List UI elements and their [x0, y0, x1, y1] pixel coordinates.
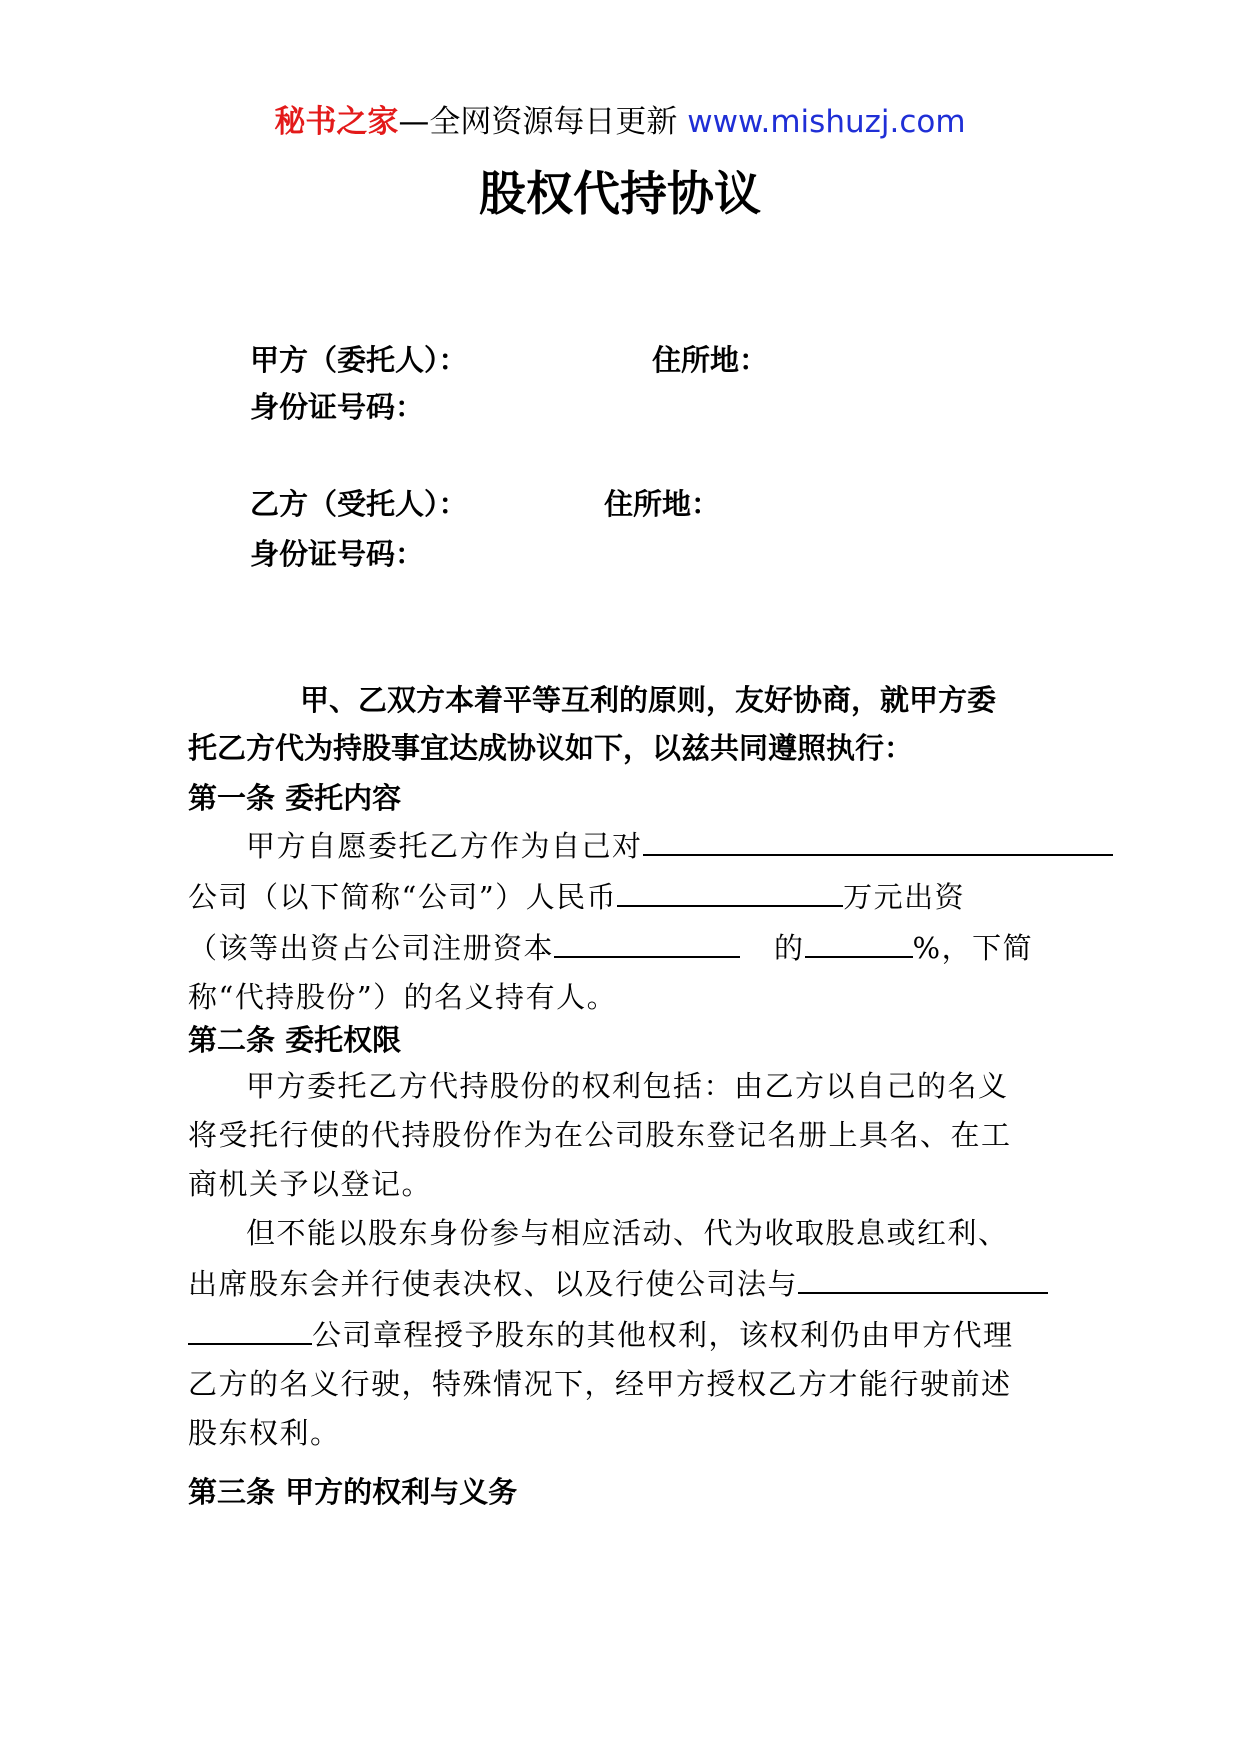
article-2-text: 公司章程授予股东的其他权利，该权利仍由甲方代理: [312, 1318, 1014, 1352]
party-b-id-label: 身份证号码：: [250, 537, 425, 571]
article-1-text: （该等出资占公司注册资本: [188, 931, 555, 965]
paragraph-line: [188, 1258, 1058, 1309]
paragraph-line: 但不能以股东身份参与相应活动、代为收取股息或红利、: [246, 1216, 1009, 1250]
paragraph-line: [188, 922, 1058, 973]
law-blank[interactable]: [798, 1258, 1048, 1294]
paragraph-line: 称“代持股份”）的名义持有人。: [188, 980, 618, 1014]
party-b-role-label: 乙方（受托人）：: [250, 487, 468, 521]
article-3-heading: 第三条 甲方的权利与义务: [188, 1475, 518, 1509]
article-1-text: 万元出资: [843, 880, 966, 914]
article-1-text: 公司（以下简称“公司”）人民币: [188, 880, 618, 914]
party-a-address-label: 住所地：: [652, 343, 769, 377]
banner-tagline: —全网资源每日更新: [398, 104, 678, 140]
preamble-line: 托乙方代为持股事宜达成协议如下，以兹共同遵照执行：: [188, 731, 914, 765]
preamble-line: 甲、乙双方本着平等互利的原则，友好协商，就甲方委: [300, 683, 997, 717]
article-2-body: [188, 1062, 1058, 1458]
article-1-text: 的: [774, 931, 805, 965]
site-banner: [0, 100, 1240, 144]
paragraph-line: 甲方委托乙方代持股份的权利包括：由乙方以自己的名义: [246, 1069, 1009, 1103]
percentage-blank[interactable]: [805, 922, 913, 958]
paragraph-line: [188, 871, 1058, 922]
articles-blank[interactable]: [188, 1309, 312, 1345]
paragraph-line: 将受托行使的代持股份作为在公司股东登记名册上具名、在工: [188, 1118, 1012, 1152]
site-url-link[interactable]: www.mishuzj.com: [687, 104, 966, 140]
paragraph-line: 股东权利。: [188, 1416, 341, 1450]
article-1-body: [188, 820, 1058, 1022]
brand-name: 秘书之家: [274, 104, 399, 140]
article-2-heading: 第二条 委托权限: [188, 1023, 402, 1057]
company-name-blank[interactable]: [643, 820, 1113, 856]
paragraph-line: 商机关予以登记。: [188, 1167, 433, 1201]
article-1-heading: 第一条 委托内容: [188, 781, 402, 815]
document-title: 股权代持协议: [479, 167, 761, 222]
paragraph-line: 乙方的名义行驶，特殊情况下，经甲方授权乙方才能行驶前述: [188, 1367, 1012, 1401]
party-b-address-label: 住所地：: [604, 487, 721, 521]
party-a-role-label: 甲方（委托人）：: [250, 343, 468, 377]
investment-amount-blank[interactable]: [617, 871, 843, 907]
party-a-id-label: 身份证号码：: [250, 390, 425, 424]
article-2-text: 出席股东会并行使表决权、以及行使公司法与: [188, 1267, 799, 1301]
paragraph-line: [188, 820, 1058, 871]
article-1-text: %，下简: [912, 931, 1034, 965]
registered-capital-blank[interactable]: [554, 922, 740, 958]
preamble: [188, 676, 1058, 772]
article-1-text: 甲方自愿委托乙方作为自己对: [246, 829, 643, 863]
paragraph-line: [188, 1309, 1058, 1360]
